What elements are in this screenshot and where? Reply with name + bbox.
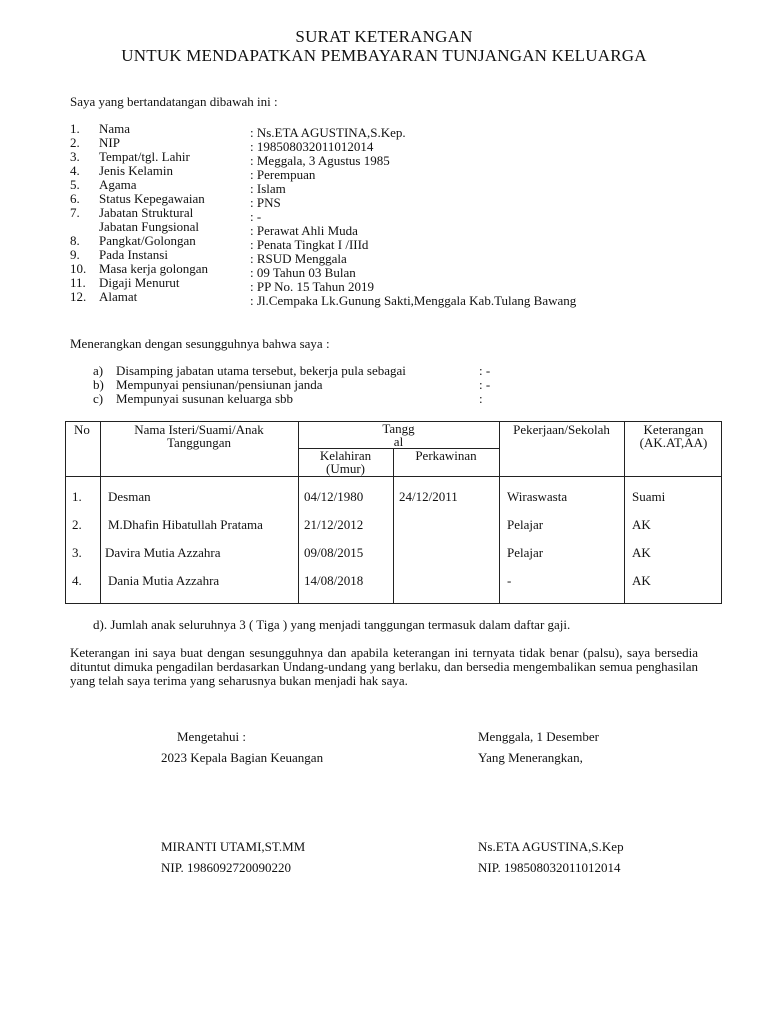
row-kelahiran: 14/08/2018 [304, 573, 364, 588]
row-nama: Desman [108, 489, 151, 504]
row-pekerjaan: Pelajar [507, 517, 544, 532]
condition-answer: : - [479, 363, 491, 378]
header-keterangan-line1: Keterangan [643, 422, 704, 437]
condition-letter: b) [93, 377, 104, 392]
left-signer-nip: NIP. 1986092720090220 [161, 860, 292, 875]
row-keterangan: AK [632, 573, 651, 588]
header-nama-line2: Tanggungan [166, 435, 232, 450]
family-table [65, 421, 722, 604]
field-number: 2. [70, 135, 80, 150]
right-signer-nip: NIP. 198508032011012014 [478, 860, 621, 875]
condition-text: Mempunyai pensiunan/pensiunan janda [116, 377, 323, 392]
jumlah-anak-text: d). Jumlah anak seluruhnya 3 ( Tiga ) yang menjadi tanggungan termasuk dalam daftar gaji. [93, 617, 571, 632]
row-kelahiran: 09/08/2015 [304, 545, 364, 560]
table-column-divider [393, 448, 394, 603]
intro-text: Saya yang bertandatangan dibawah ini : [70, 94, 278, 109]
field-label-jabatan-struktural: Jabatan Struktural [99, 205, 194, 220]
condition-letter: a) [93, 363, 104, 378]
header-kelahiran-line1: Kelahiran [319, 448, 372, 463]
field-value-status: : PNS [250, 195, 281, 210]
field-label-masa-kerja: Masa kerja golongan [99, 261, 209, 276]
condition-answer: : - [479, 377, 491, 392]
condition-answer: : [479, 391, 483, 406]
row-no: 3. [72, 545, 82, 560]
table-header-divider [66, 476, 721, 477]
field-value-agama: : Islam [250, 181, 286, 196]
field-number: 6. [70, 191, 80, 206]
field-value-pangkat: : Penata Tingkat I /IIId [250, 237, 369, 252]
field-value-digaji: : PP No. 15 Tahun 2019 [250, 279, 375, 294]
field-number: 9. [70, 247, 80, 262]
field-number: 3. [70, 149, 80, 164]
row-perkawinan: 24/12/2011 [399, 489, 458, 504]
field-value-jabatan-fungsional: : Perawat Ahli Muda [250, 223, 358, 238]
row-pekerjaan: Pelajar [507, 545, 544, 560]
field-number: 7. [70, 205, 80, 220]
row-kelahiran: 04/12/1980 [304, 489, 364, 504]
field-label-instansi: Pada Instansi [99, 247, 168, 262]
yang-menerangkan-label: Yang Menerangkan, [478, 750, 583, 765]
field-label-alamat: Alamat [99, 289, 138, 304]
field-label-nama: Nama [99, 121, 131, 136]
row-pekerjaan: Wiraswasta [507, 489, 568, 504]
row-kelahiran: 21/12/2012 [304, 517, 364, 532]
title-line-2: UNTUK MENDAPATKAN PEMBAYARAN TUNJANGAN KELUARGA [121, 46, 647, 65]
row-pekerjaan: - [507, 573, 512, 588]
header-kelahiran-line2: (Umur) [326, 461, 365, 476]
mengetahui-label: Mengetahui : [177, 729, 246, 744]
left-signer-name: MIRANTI UTAMI,ST.MM [161, 839, 306, 854]
condition-text: Mempunyai susunan keluarga sbb [116, 391, 294, 406]
field-number: 8. [70, 233, 80, 248]
field-value-nip: : 198508032011012014 [250, 139, 374, 154]
right-signer-name: Ns.ETA AGUSTINA,S.Kep [478, 839, 624, 854]
field-label-jenis-kelamin: Jenis Kelamin [99, 163, 174, 178]
field-value-alamat: : Jl.Cempaka Lk.Gunung Sakti,Menggala Kab.Tulang Bawang [250, 293, 577, 308]
row-no: 1. [72, 489, 82, 504]
row-no: 2. [72, 517, 82, 532]
field-label-digaji: Digaji Menurut [99, 275, 180, 290]
row-nama: Dania Mutia Azzahra [108, 573, 220, 588]
header-nama-line1: Nama Isteri/Suami/Anak [134, 422, 264, 437]
row-keterangan: AK [632, 517, 651, 532]
field-label-status: Status Kepegawaian [99, 191, 205, 206]
field-number: 1. [70, 121, 80, 136]
field-value-jabatan-struktural: : - [250, 209, 262, 224]
kepala-bagian-label: 2023 Kepala Bagian Keuangan [161, 750, 324, 765]
field-number: 4. [70, 163, 80, 178]
field-label-nip: NIP [99, 135, 120, 150]
header-tanggal-line2: al [393, 434, 404, 449]
title-line-1: SURAT KETERANGAN [295, 27, 473, 46]
field-label-jabatan-fungsional: Jabatan Fungsional [99, 219, 200, 234]
row-no: 4. [72, 573, 82, 588]
condition-letter: c) [93, 391, 104, 406]
statement-paragraph: Keterangan ini saya buat dengan sesungguhnya dan apabila keterangan ini ternyata tidak benar (palsu), saya bersedia dituntut dimuka pengadilan berdasarkan Undang-undang yang berlaku, dan bersedia mengembalikan semua penghasilan yang telah saya terima yang seharusnya bukan menjadi hak saya. [70, 645, 698, 688]
field-label-pangkat: Pangkat/Golongan [99, 233, 196, 248]
condition-text: Disamping jabatan utama tersebut, bekerja pula sebagai [116, 363, 406, 378]
field-value-jenis-kelamin: : Perempuan [250, 167, 316, 182]
menerangkan-text: Menerangkan dengan sesungguhnya bahwa saya : [70, 336, 330, 351]
row-keterangan: AK [632, 545, 651, 560]
field-value-masa-kerja: : 09 Tahun 03 Bulan [250, 265, 356, 280]
header-tanggal-line1: Tangg [382, 421, 415, 436]
header-no: No [74, 422, 90, 437]
row-nama: M.Dhafin Hibatullah Pratama [108, 517, 263, 532]
field-value-nama: : Ns.ETA AGUSTINA,S.Kep. [250, 125, 406, 140]
row-nama: Davira Mutia Azzahra [105, 545, 221, 560]
field-number: 10. [70, 261, 87, 276]
header-perkawinan: Perkawinan [415, 448, 477, 463]
field-label-agama: Agama [99, 177, 137, 192]
field-value-tempat-lahir: : Meggala, 3 Agustus 1985 [250, 153, 390, 168]
field-label-tempat-lahir: Tempat/tgl. Lahir [99, 149, 190, 164]
field-number: 11. [70, 275, 86, 290]
field-value-instansi: : RSUD Menggala [250, 251, 347, 266]
table-column-divider [499, 422, 500, 603]
place-date-label: Menggala, 1 Desember [478, 729, 599, 744]
row-keterangan: Suami [632, 489, 666, 504]
header-keterangan-line2: (AK.AT,AA) [639, 435, 708, 450]
field-number: 12. [70, 289, 87, 304]
header-pekerjaan: Pekerjaan/Sekolah [513, 422, 610, 437]
field-number: 5. [70, 177, 80, 192]
